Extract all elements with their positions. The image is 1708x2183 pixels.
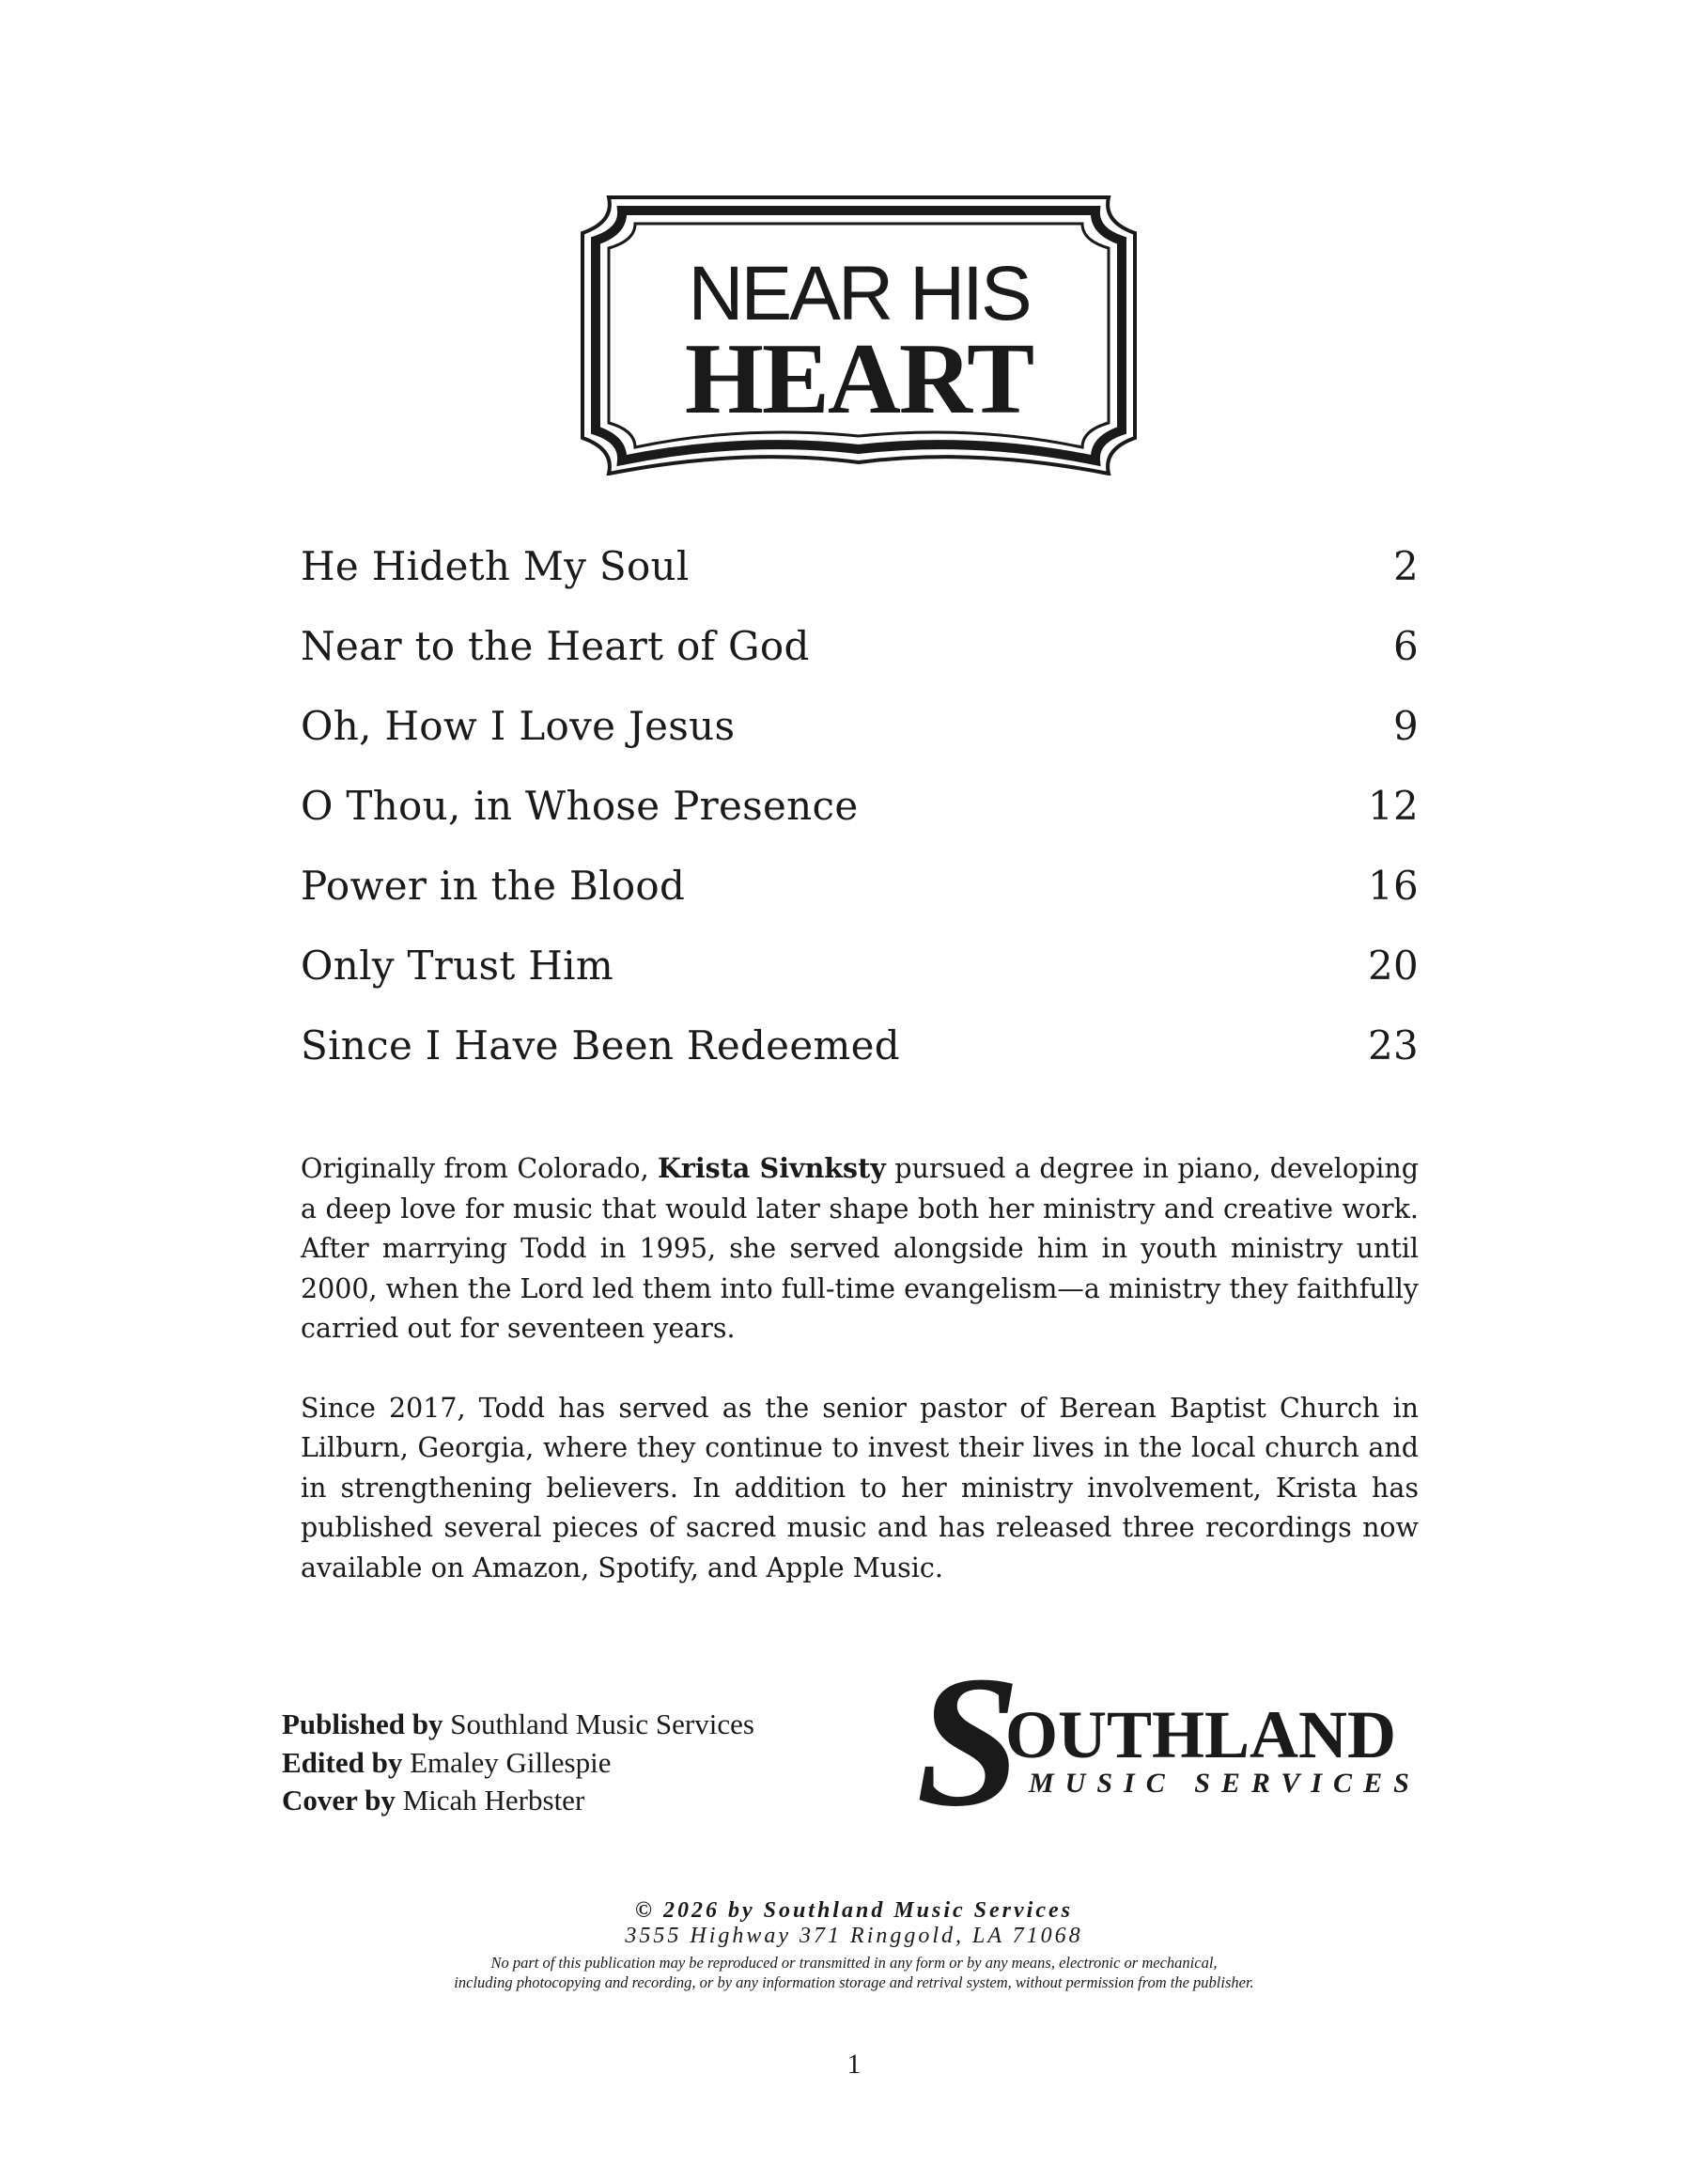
toc-entry [301, 703, 1419, 783]
toc-page: 20 [1367, 943, 1419, 989]
toc-entry [301, 943, 1419, 1022]
page-number: 1 [846, 2049, 862, 2080]
rights-notice [0, 1953, 1708, 1992]
publisher-logo [916, 1638, 1452, 1846]
toc-entry [301, 783, 1419, 863]
copyright-line: © 2026 by Southland Music Services [635, 1898, 1073, 1923]
rights-notice-line-2: including photocopying and recording, or by any information storage and retrival system, without permission from the publisher. [454, 1973, 1254, 1991]
book-title [581, 195, 1137, 476]
bio-p1-rest: pursued a degree in piano, developing a deep love for music that would later shape both her ministry and creative work. After marrying Todd in 1995, she served alongside him in youth ministry until 2000, when the Lord led them into full-time evangelism—a ministry they faithfully carried out for seventeen years. [301, 1153, 1420, 1344]
toc-title: He Hideth My Soul [301, 543, 690, 589]
toc-entry [301, 863, 1419, 943]
rights-notice-line-1: No part of this publication may be reproduced or transmitted in any form or by any means, electronic or mechanical, [490, 1954, 1218, 1972]
toc-page: 23 [1367, 1022, 1419, 1068]
toc-page: 6 [1392, 623, 1419, 669]
publisher-logo-name: OUTHLAND [1005, 1697, 1397, 1772]
credit-value: Southland Music Services [450, 1707, 754, 1740]
title-line-1: NEAR HIS [688, 251, 1030, 336]
credit-value: Micah Herbster [402, 1784, 585, 1817]
toc-entry [301, 623, 1419, 703]
toc-page: 9 [1392, 703, 1419, 749]
toc-title: Oh, How I Love Jesus [301, 703, 736, 749]
toc-page: 16 [1367, 863, 1419, 909]
toc-title: Since I Have Been Redeemed [301, 1022, 900, 1068]
credit-edited [282, 1744, 754, 1783]
bio-p1-lead: Originally from Colorado, [301, 1153, 659, 1184]
toc-title: Near to the Heart of God [301, 623, 810, 669]
publisher-address: 3555 Highway 371 Ringgold, LA 71068 [625, 1924, 1083, 1948]
toc-page: 2 [1392, 543, 1419, 589]
publisher-logo-initial: S [916, 1638, 1021, 1846]
credit-label: Published by [282, 1707, 443, 1740]
credit-cover [282, 1782, 754, 1820]
copyright-block [0, 1898, 1708, 1992]
table-of-contents [301, 543, 1419, 1102]
credit-value: Emaley Gillespie [410, 1745, 612, 1779]
credit-label: Edited by [282, 1745, 403, 1779]
credits [282, 1706, 754, 1820]
toc-title: Only Trust Him [301, 943, 614, 989]
bio-paragraph-1 [301, 1148, 1419, 1349]
toc-title: Power in the Blood [301, 863, 686, 909]
title-line-2: HEART [684, 323, 1033, 435]
toc-entry [301, 1022, 1419, 1102]
toc-entry [301, 543, 1419, 623]
credit-published [282, 1706, 754, 1744]
publisher-logo-subtitle: MUSIC SERVICES [1029, 1768, 1421, 1799]
author-bio [301, 1148, 1419, 1588]
credit-label: Cover by [282, 1784, 396, 1817]
toc-page: 12 [1367, 783, 1419, 829]
author-name: Krista Sivnksty [658, 1152, 886, 1184]
toc-title: O Thou, in Whose Presence [301, 783, 859, 829]
bio-paragraph-2: Since 2017, Todd has served as the senior pastor of Berean Baptist Church in Lilburn, Georgia, where they continue to invest their lives in the local church and in strengthening believers. In addition to her ministry involvement, Krista has published several pieces of sacred music and has released three recordings now available on Amazon, Spotify, and Apple Music. [301, 1392, 1419, 1583]
